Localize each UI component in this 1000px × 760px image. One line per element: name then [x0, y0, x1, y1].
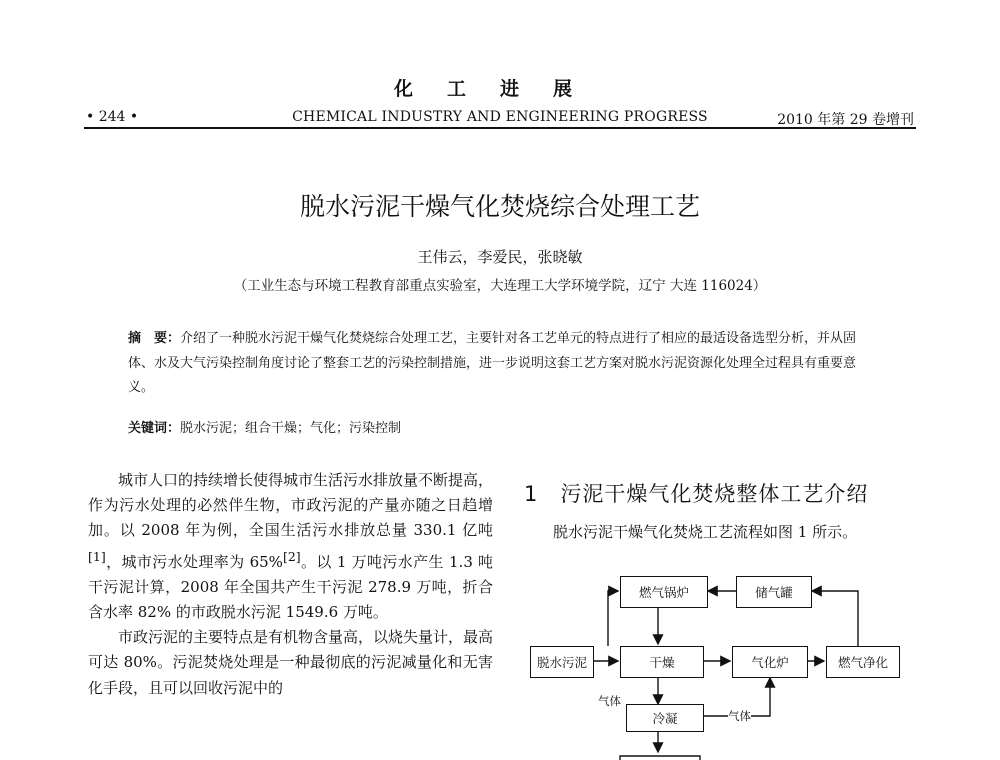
- abstract-label: 摘 要：: [128, 331, 181, 346]
- flow-box-gas-tank: 储气罐: [736, 576, 812, 608]
- volume-info: 2010 年第 29 卷增刊: [777, 112, 914, 128]
- flow-box-gas-purification: 燃气净化: [826, 646, 900, 678]
- section-title: 污泥干燥气化焚烧整体工艺介绍: [560, 482, 869, 506]
- article-title: 脱水污泥干燥气化焚烧综合处理工艺: [299, 192, 700, 221]
- flow-box-condensation: 冷凝: [626, 704, 704, 732]
- para1-part-c: 。以 1 万吨污水产生 1.3 吨干污泥计算，2008 年全国共产生干污泥 278.9 万吨，折合含水率 82% 的市政脱水污泥 1549.6 万吨。: [88, 552, 494, 622]
- page-number: • 244 •: [86, 109, 139, 125]
- journal-title-en: CHEMICAL INDUSTRY AND ENGINEERING PROGRESS: [292, 109, 708, 125]
- flow-box-drying: 干燥: [620, 646, 704, 678]
- citation-ref-1: [1]: [88, 548, 106, 564]
- section-intro: 脱水污泥干燥气化焚烧工艺流程如图 1 所示。: [553, 523, 858, 541]
- bottom-box-partial: [620, 756, 700, 760]
- body-paragraph-2: 市政污泥的主要特点是有机物含量高，以烧失量计，最高可达 80%。污泥焚烧处理是一种最彻底的污泥减量化和无害化手段，且可以回收污泥中的: [88, 628, 494, 697]
- flow-box-gas-boiler: 燃气锅炉: [620, 576, 708, 608]
- keywords-label: 关键词：: [128, 421, 181, 436]
- flow-label-gas-left: 气体: [598, 694, 621, 708]
- authors: 王伟云，李爱民，张晓敏: [417, 248, 583, 266]
- journal-title-cn: 化工进展: [393, 78, 606, 100]
- citation-ref-2: [2]: [282, 548, 301, 564]
- flow-box-dewatered-sludge: 脱水污泥: [530, 646, 594, 678]
- abstract-text: 介绍了一种脱水污泥干燥气化焚烧综合处理工艺，主要针对各工艺单元的特点进行了相应的最适设备选型分析，并从固体、水及大气污染控制角度讨论了整套工艺的污染控制措施，进一步说明这套工艺方案对脱水污泥资源化处理全过程具有重要意义。: [128, 331, 857, 395]
- flow-box-gasifier: 气化炉: [732, 646, 808, 678]
- arrow-purify-to-tank: [812, 591, 858, 646]
- affiliation: （工业生态与环境工程教育部重点实验室，大连理工大学环境学院，辽宁 大连 116024）: [233, 278, 767, 294]
- keywords-text: 脱水污泥；组合干燥；气化；污染控制: [180, 421, 402, 436]
- flow-label-gas-right: 气体: [728, 709, 751, 723]
- para1-part-b: ，城市污水处理率为 65%: [105, 552, 283, 571]
- section-number: 1: [524, 482, 539, 506]
- para1-part-a: 城市人口的持续增长使得城市生活污水排放量不断提高，作为污水处理的必然伴生物，市政污泥的产量亦随之日趋增加。以 2008 年为例，全国生活污水排放总量 330.1 亿吨: [88, 471, 494, 540]
- arrow-to-boiler: [608, 591, 618, 646]
